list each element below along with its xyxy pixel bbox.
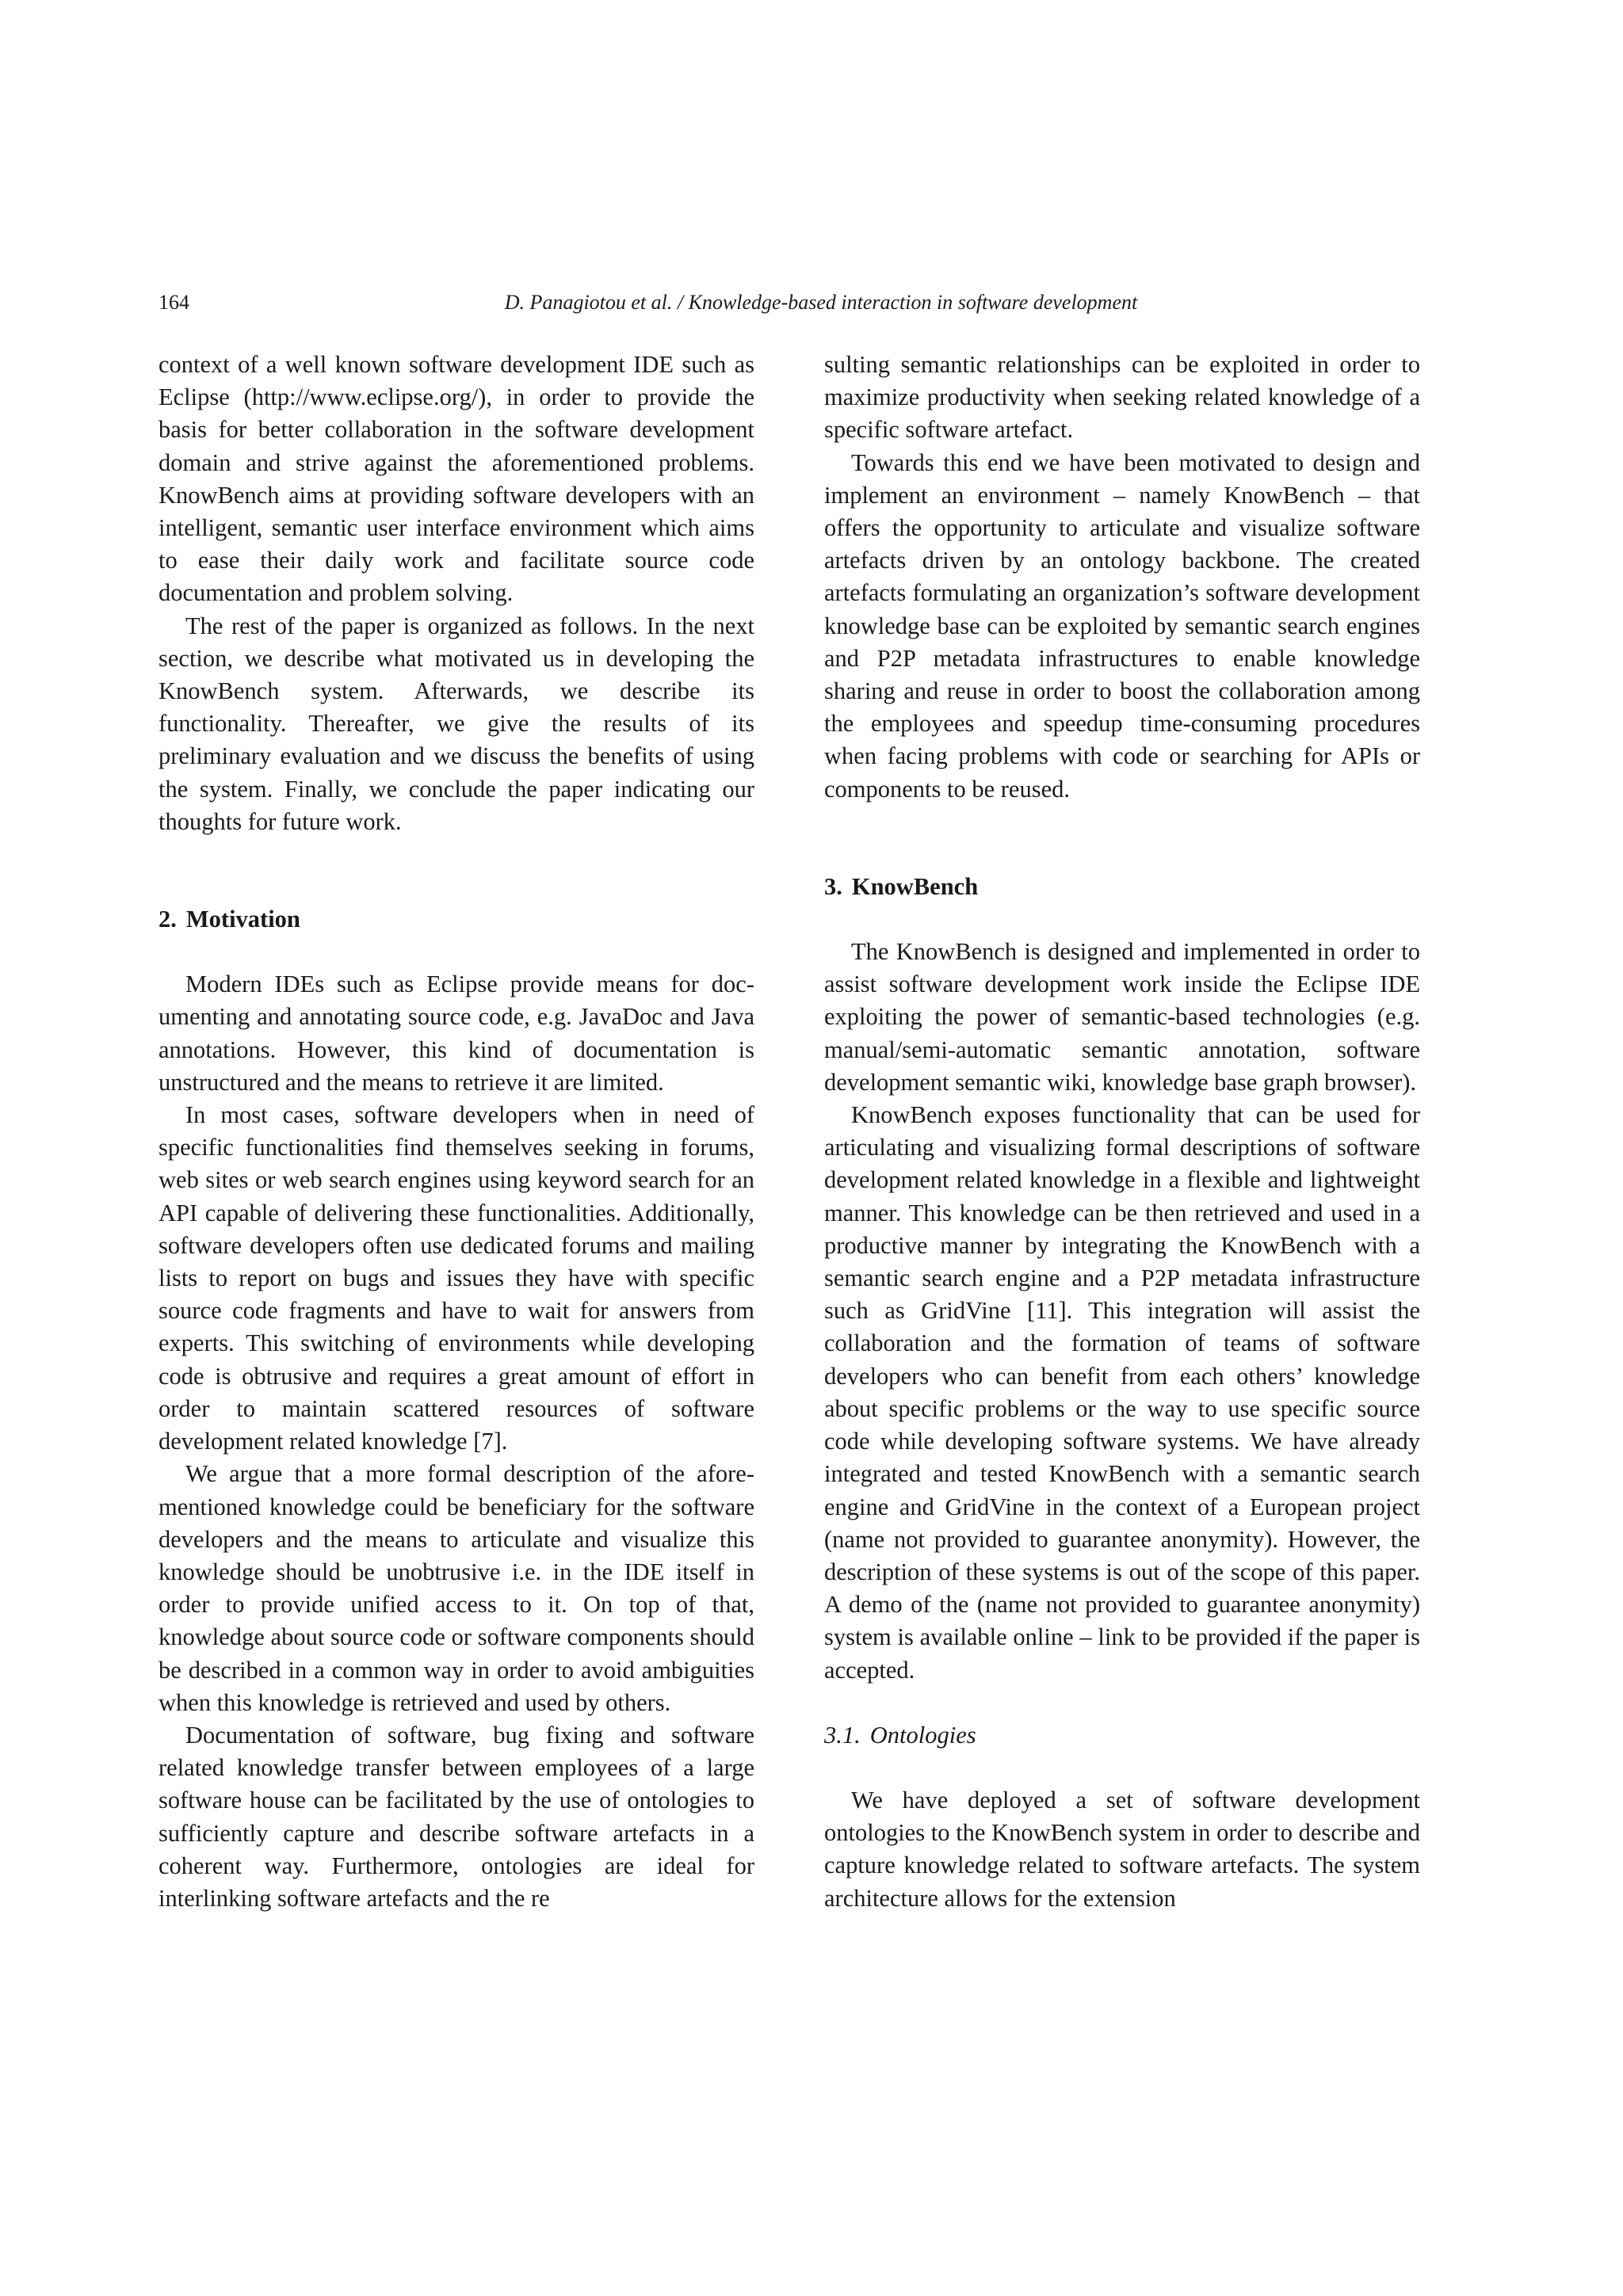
subsection-heading-ontologies xyxy=(824,1719,1420,1752)
section-number: 3. xyxy=(824,872,842,900)
paragraph: We have deployed a set of software development ontologies to the KnowBench system in order to describe and capture knowledge related to software artefacts. The system architecture allows for the extension xyxy=(824,1786,1420,1912)
paragraph: Modern IDEs such as Eclipse provide means for documenting and annotating source code, e.g. JavaDoc and Java annotations. However, this kind of documentation is unstructured and the means to retrieve it are limited. xyxy=(158,971,754,1096)
page-number: 164 xyxy=(158,291,189,314)
subsection-number: 3.1. xyxy=(824,1721,861,1749)
section-number: 2. xyxy=(158,906,177,933)
section-title: Motivation xyxy=(185,906,300,933)
right-column xyxy=(824,349,1420,1915)
subsection-title: Ontologies xyxy=(869,1721,976,1749)
paragraph: KnowBench exposes functionality that can be used for articulating and visualizing formal descriptions of software development related knowledge in a flexible and lightweight manner. This knowledge can be then retrieved and used in a productive manner by integrating the KnowBench with a semantic search engine and a P2P metadata infrastructure such as GridVine [11]. This integration will assist the collaboration and the formation of teams of software developers who can benefit from each others’ knowledge about specific problems or the way to use specific source code while developing software systems. We have already integrated and tested KnowBench with a semantic search engine and GridVine in the context of a European project (name not provided to guarantee anonymity). However, the description of these systems is out of the scope of this paper. A demo of the (name not provided to guarantee anonymity) system is available online – link to be provided if the paper is accepted. xyxy=(824,1101,1420,1684)
paragraph: In most cases, software developers when in need of specific functionalities find themselves seeking in forums, web sites or web search engines using keyword search for an API capable of delivering these functionalities. Additionally, software developers often use dedicated forums and mailing lists to report on bugs and issues they have with specific source code fragments and have to wait for answers from experts. This switching of environments while developing code is obtrusive and requires a great amount of effort in order to maintain scattered resources of software development related knowledge [7]. xyxy=(158,1101,754,1455)
paragraph: The rest of the paper is organized as follows. In the next section, we describe what motivated us in developing the KnowBench system. Afterwards, we describe its functionality. Thereafter, we give the results of its preliminary evaluation and we discuss the benefits of using the system. Finally, we conclude the paper indicating our thoughts for future work. xyxy=(158,612,754,835)
paragraph: We argue that a more formal description of the aforementioned knowledge could be beneficiary for the software developers and the means to articulate and visualize this knowledge should be unobtrusive i.e. in the IDE itself in order to provide unified access to it. On top of that, knowledge about source code or software components should be described in a common way in order to avoid ambiguities when this knowledge is retrieved and used by others. xyxy=(158,1460,754,1716)
paragraph: The KnowBench is designed and implemented in order to assist software development work inside the Eclipse IDE exploiting the power of semantic-based technologies (e.g. manual/semi-automatic semantic annotation, software development semantic wiki, knowledge base graph browser). xyxy=(824,938,1420,1096)
paragraph: context of a well known software development IDE such as Eclipse (http://www.eclipse.org/), in order to provide the basis for better collaboration in the software development domain and strive against the aforementioned problems. KnowBench aims at providing software developers with an intelligent, semantic user interface environment which aims to ease their daily work and facilitate source code documentation and problem solving. xyxy=(158,351,754,607)
running-title: D. Panagiotou et al. / Knowledge-based interaction in software development xyxy=(504,291,1138,314)
paragraph: Towards this end we have been motivated to design and implement an environment – namely KnowBench – that offers the opportunity to articulate and visualize software artefacts driven by an ontology backbone. The created artefacts formulating an organization’s software development knowledge base can be exploited by semantic search engines and P2P metadata infrastructures to enable knowledge sharing and reuse in order to boost the collaboration among the employees and speedup time-consuming procedures when facing problems with code or searching for APIs or components to be reused. xyxy=(824,448,1420,803)
paragraph: Documentation of software, bug fixing and software related knowledge transfer between employees of a large software house can be facilitated by the use of ontologies to sufficiently capture and describe software artefacts in a coherent way. Furthermore, ontologies are ideal for interlinking software artefacts and the re xyxy=(158,1721,754,1912)
section-heading-motivation xyxy=(158,903,754,936)
left-column xyxy=(158,349,754,1915)
section-heading-knowbench xyxy=(824,871,1420,903)
section-title: KnowBench xyxy=(851,872,979,900)
paragraph: sulting semantic relationships can be exploited in order to maximize productivity when seeking related knowledge of a specific software artefact. xyxy=(824,351,1420,444)
